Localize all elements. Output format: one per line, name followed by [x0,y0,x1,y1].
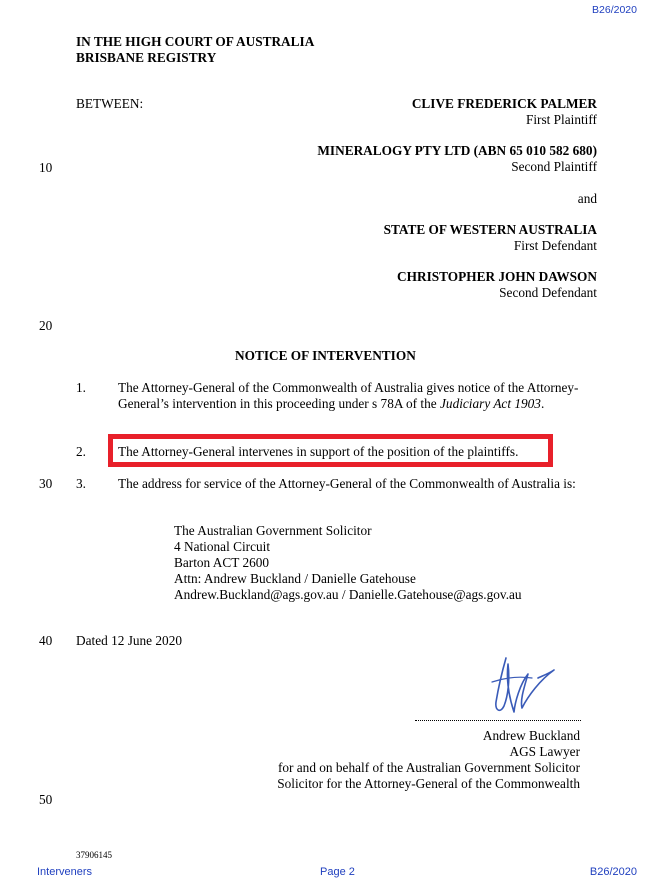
signatory-title: AGS Lawyer [509,744,580,759]
signatory-role: Solicitor for the Attorney-General of the Commonwealth [277,776,580,791]
footer-ref: B26/2020 [589,866,637,878]
address-line: Attn: Andrew Buckland / Danielle Gatehouse [174,571,416,586]
highlight-box [108,434,553,467]
party-role: Second Plaintiff [511,159,597,174]
party-role: Second Defendant [499,285,597,300]
paragraph-number: 1. [76,380,86,395]
act-name: Judiciary Act 1903 [440,396,541,411]
paragraph-text: The address for service of the Attorney-General of the Commonwealth of Australia is: [118,476,576,491]
line-number: 30 [39,476,53,491]
signatory-behalf: for and on behalf of the Australian Government Solicitor [277,760,580,775]
paragraph-text [118,380,588,412]
doc-ref-top: B26/2020 [592,4,637,16]
doc-number: 37906145 [76,850,112,860]
paragraph-number: 3. [76,476,86,491]
and-text: and [577,191,597,206]
footer-page: Page 2 [320,866,355,878]
party-role: First Defendant [513,238,597,253]
address-line: The Australian Government Solicitor [174,523,372,538]
party-role: First Plaintiff [525,112,597,127]
party-name: CHRISTOPHER JOHN DAWSON [397,269,597,284]
paragraph-text-part: . [540,396,545,411]
paragraph-text: The Attorney-General intervenes in support of the position of the plaintiffs. [118,444,519,459]
paragraph-text-part: The Attorney-General of the Commonwealth of Australia gives notice of the Attorney-General’s intervention in this proceeding under s 78A of the [118,380,579,411]
signature-mark [484,652,564,722]
line-number: 10 [39,160,53,175]
paragraph-number: 2. [76,444,86,459]
registry-name: BRISBANE REGISTRY [76,50,217,65]
dated-line: Dated 12 June 2020 [76,633,182,648]
line-number: 20 [39,318,53,333]
signatory-name: Andrew Buckland [482,728,580,743]
between-label: BETWEEN: [76,96,144,111]
address-line: 4 National Circuit [174,539,271,554]
footer-left: Interveners [37,866,93,878]
signature-line [415,720,581,721]
address-line: Barton ACT 2600 [174,555,270,570]
document-title: NOTICE OF INTERVENTION [235,348,416,363]
court-name: IN THE HIGH COURT OF AUSTRALIA [76,34,315,49]
line-number: 50 [39,792,53,807]
party-name: MINERALOGY PTY LTD (ABN 65 010 582 680) [317,143,597,158]
party-name: CLIVE FREDERICK PALMER [411,96,597,111]
party-name: STATE OF WESTERN AUSTRALIA [383,222,597,237]
line-number: 40 [39,633,53,648]
address-line: Andrew.Buckland@ags.gov.au / Danielle.Gatehouse@ags.gov.au [174,587,522,602]
